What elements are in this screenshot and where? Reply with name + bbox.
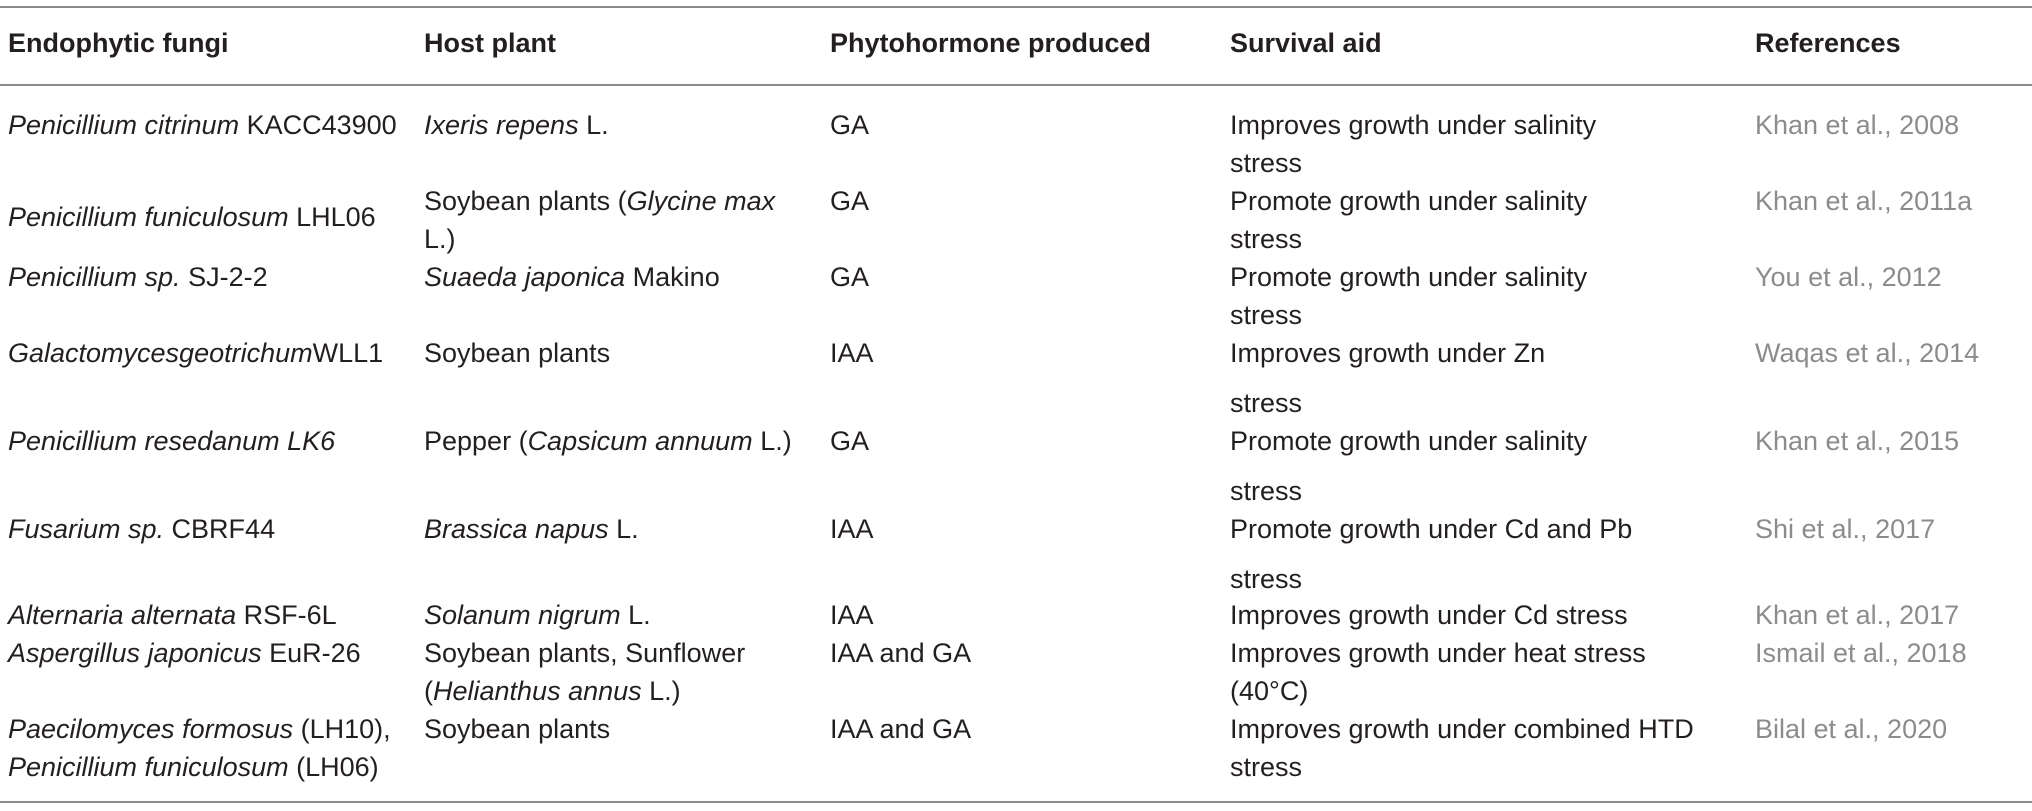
table-row-6-fungi: Fusarium sp. CBRF44 bbox=[8, 514, 276, 544]
table-row-1-fungi: Penicillium citrinum KACC43900 bbox=[8, 110, 397, 140]
table-row-1-host: Ixeris repens L. bbox=[424, 110, 609, 140]
table-row-3-host: Suaeda japonica Makino bbox=[424, 262, 720, 292]
table-row-9-aid: Improves growth under combined HTD stress bbox=[1230, 714, 1694, 782]
table-row-4-hormone: IAA bbox=[830, 338, 874, 368]
table-row-5-hormone: GA bbox=[830, 426, 870, 456]
table-row-4-reference: Waqas et al., 2014 bbox=[1755, 338, 1980, 368]
table-row-9-reference: Bilal et al., 2020 bbox=[1755, 714, 1948, 744]
table-row-9-hormone: IAA and GA bbox=[830, 714, 972, 744]
table-bottom-rule bbox=[0, 801, 2032, 803]
table-row-4-fungi: GalactomycesgeotrichumWLL1 bbox=[8, 338, 384, 368]
table-row-9-host: Soybean plants bbox=[424, 714, 611, 744]
table-row-4-aid: Improves growth under Zn stress bbox=[1230, 338, 1546, 418]
table-row-1-aid: Improves growth under salinity stress bbox=[1230, 110, 1597, 178]
table-row-3-fungi: Penicillium sp. SJ-2-2 bbox=[8, 262, 268, 292]
table-top-rule bbox=[0, 6, 2032, 8]
table-row-3-hormone: GA bbox=[830, 262, 870, 292]
header-endophytic-fungi: Endophytic fungi bbox=[8, 28, 229, 58]
header-phytohormone: Phytohormone produced bbox=[830, 28, 1152, 58]
table-row-6-reference: Shi et al., 2017 bbox=[1755, 514, 1936, 544]
table-row-6-host: Brassica napus L. bbox=[424, 514, 639, 544]
table-row-7-host: Solanum nigrum L. bbox=[424, 600, 651, 630]
table-row-8-fungi: Aspergillus japonicus EuR-26 bbox=[8, 638, 361, 668]
table-row-4-host: Soybean plants bbox=[424, 338, 611, 368]
table-row-7-aid: Improves growth under Cd stress bbox=[1230, 600, 1628, 630]
header-survival-aid: Survival aid bbox=[1230, 28, 1382, 58]
table-row-9-fungi: Paecilomyces formosus (LH10), Penicillium funiculosum (LH06) bbox=[8, 714, 391, 782]
table-row-5-host: Pepper (Capsicum annuum L.) bbox=[424, 426, 792, 456]
table-row-5-reference: Khan et al., 2015 bbox=[1755, 426, 1960, 456]
table-row-2-aid: Promote growth under salinity stress bbox=[1230, 186, 1588, 254]
table-row-6-aid: Promote growth under Cd and Pb stress bbox=[1230, 514, 1633, 594]
table-row-5-aid: Promote growth under salinity stress bbox=[1230, 426, 1588, 506]
table-row-2-host: Soybean plants (Glycine max L.) bbox=[424, 186, 776, 254]
table-row-7-fungi: Alternaria alternata RSF-6L bbox=[8, 600, 337, 630]
table-row-8-hormone: IAA and GA bbox=[830, 638, 972, 668]
header-host-plant: Host plant bbox=[424, 28, 556, 58]
table-row-5-fungi: Penicillium resedanum LK6 bbox=[8, 426, 336, 456]
header-references: References bbox=[1755, 28, 1901, 58]
table-row-7-reference: Khan et al., 2017 bbox=[1755, 600, 1960, 630]
table-row-2-reference: Khan et al., 2011a bbox=[1755, 186, 1973, 216]
table-row-6-hormone: IAA bbox=[830, 514, 874, 544]
table-row-8-host: Soybean plants, Sunflower (Helianthus annus L.) bbox=[424, 638, 746, 706]
table-row-3-aid: Promote growth under salinity stress bbox=[1230, 262, 1588, 330]
table-row-1-hormone: GA bbox=[830, 110, 870, 140]
header-bottom-rule bbox=[0, 84, 2032, 86]
table-row-8-reference: Ismail et al., 2018 bbox=[1755, 638, 1967, 668]
table-row-2-fungi: Penicillium funiculosum LHL06 bbox=[8, 202, 376, 232]
table-row-3-reference: You et al., 2012 bbox=[1755, 262, 1942, 292]
table-row-8-aid: Improves growth under heat stress (40°C) bbox=[1230, 638, 1646, 706]
table-row-1-reference: Khan et al., 2008 bbox=[1755, 110, 1960, 140]
table-row-7-hormone: IAA bbox=[830, 600, 874, 630]
table-row-2-hormone: GA bbox=[830, 186, 870, 216]
